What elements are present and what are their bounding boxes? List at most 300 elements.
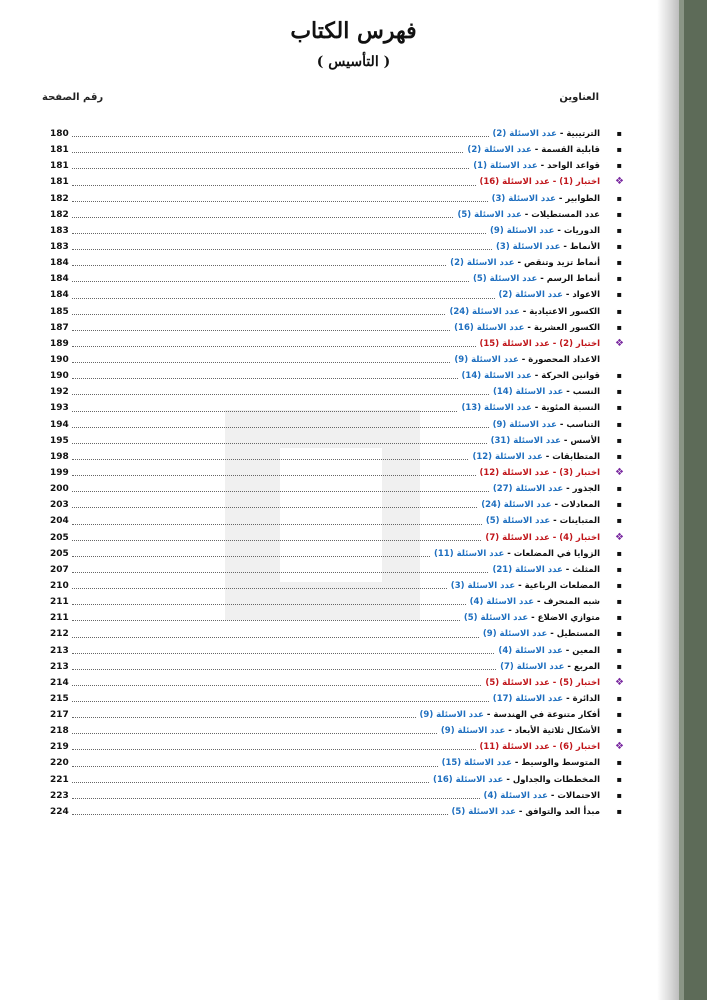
page-number: 220 [50, 758, 69, 769]
page-number: 184 [50, 258, 69, 269]
toc-entry: المربع - عدد الاسئلة (7) [500, 661, 600, 672]
page-number: 199 [50, 467, 69, 478]
dot-leader [72, 411, 457, 412]
topic-title: مبدأ العد والتوافق [525, 806, 600, 817]
square-bullet-icon: ▪ [616, 419, 622, 429]
question-count: عدد الاسئلة (3) [496, 241, 561, 252]
page-number: 207 [50, 564, 69, 575]
square-bullet-icon: ▪ [616, 516, 622, 526]
toc-entry: التناسب - عدد الاسئلة (9) [492, 419, 600, 430]
column-header-titles: العناوين [559, 92, 599, 103]
topic-title: الجذور [572, 484, 600, 495]
dot-leader [72, 152, 463, 153]
toc-row[interactable] [50, 626, 622, 642]
page-number: 211 [50, 613, 69, 624]
square-bullet-icon: ▪ [616, 548, 622, 558]
dot-leader [72, 217, 453, 218]
question-count: عدد الاسئلة (5) [472, 274, 538, 285]
square-bullet-icon: ▪ [616, 597, 622, 607]
page-number: 215 [50, 693, 69, 704]
page-number: 219 [50, 742, 69, 753]
dot-leader [72, 637, 479, 638]
topic-title: الأسس [570, 435, 600, 446]
topic-title: المتباينات [559, 516, 600, 527]
page-number: 212 [50, 629, 69, 640]
dot-leader [72, 782, 429, 783]
topic-title: اختبار (5) [559, 677, 600, 688]
dot-leader [72, 814, 448, 815]
toc-entry: النسب - عدد الاسئلة (14) [493, 387, 600, 398]
page-title: فهرس الكتاب [290, 18, 417, 44]
toc-row[interactable] [50, 191, 622, 207]
toc-row[interactable] [50, 659, 622, 675]
dot-leader [72, 685, 481, 686]
question-count: عدد الاسئلة (12) [472, 451, 543, 462]
page-number: 200 [50, 484, 69, 495]
topic-title: الاعواد [572, 290, 600, 301]
question-count: عدد الاسئلة (17) [492, 693, 564, 704]
dot-leader [72, 491, 489, 492]
square-bullet-icon: ▪ [616, 193, 622, 203]
square-bullet-icon: ▪ [616, 661, 622, 671]
diamond-bullet-icon: ❖ [615, 337, 624, 349]
topic-title: المتطابقات [552, 451, 600, 462]
question-count: عدد الاسئلة (4) [483, 790, 548, 801]
toc-entry: الكسور العشرية - عدد الاسئلة (16) [454, 322, 600, 333]
toc-row[interactable] [50, 223, 622, 239]
page-number: 205 [50, 548, 69, 559]
question-count: عدد الاسئلة (14) [461, 371, 532, 382]
toc-entry: الكسور الاعتيادية - عدد الاسئلة (24) [449, 306, 600, 317]
toc-row[interactable] [50, 772, 622, 788]
question-count: عدد الاسئلة (9) [419, 710, 484, 721]
toc-row[interactable] [50, 513, 622, 529]
toc-row[interactable] [50, 804, 622, 820]
toc-row[interactable] [50, 723, 622, 739]
topic-title: أنماط الرسم [546, 274, 600, 285]
page-number: 181 [50, 145, 69, 156]
dot-leader [72, 249, 492, 250]
toc-entry: قابلية القسمة - عدد الاسئلة (2) [467, 145, 600, 156]
page-number: 221 [50, 774, 69, 785]
toc-entry: اختبار (5) - عدد الاسئلة (5) [485, 677, 600, 688]
square-bullet-icon: ▪ [616, 500, 622, 510]
toc-entry: اختبار (2) - عدد الاسئلة (15) [479, 338, 600, 349]
toc-row[interactable] [50, 142, 622, 158]
toc-entry: اختبار (3) - عدد الاسئلة (12) [479, 467, 600, 478]
dot-leader [72, 201, 488, 202]
question-count: عدد الاسئلة (2) [492, 129, 557, 139]
toc-row[interactable] [50, 562, 622, 578]
topic-title: الكسور العشرية [533, 322, 600, 333]
toc-entry: شبه المنحرف - عدد الاسئلة (4) [469, 597, 600, 608]
square-bullet-icon: ▪ [616, 403, 622, 413]
toc-row[interactable] [50, 707, 622, 723]
question-count: عدد الاسئلة (2) [450, 258, 515, 269]
toc-entry: الاعواد - عدد الاسئلة (2) [498, 290, 600, 301]
toc-test-row[interactable] [50, 336, 624, 352]
page-number: 190 [50, 371, 69, 382]
topic-title: المربع [573, 661, 600, 672]
diamond-bullet-icon: ❖ [615, 176, 624, 188]
toc-row[interactable] [50, 320, 622, 336]
topic-title: اختبار (3) [559, 467, 600, 478]
topic-title: المثلث [572, 564, 600, 575]
toc-test-row[interactable] [50, 174, 624, 190]
question-count: عدد الاسئلة (12) [479, 467, 550, 478]
question-count: عدد الاسئلة (16) [454, 322, 525, 333]
square-bullet-icon: ▪ [616, 613, 622, 623]
page-number: 180 [50, 129, 69, 139]
topic-title: الاعداد المحصورة [528, 354, 600, 365]
toc-entry: الدوريات - عدد الاسئلة (9) [490, 225, 600, 236]
toc-entry: متوازي الاضلاع - عدد الاسئلة (5) [463, 613, 600, 624]
toc-entry: النسبة المئوية - عدد الاسئلة (13) [461, 403, 600, 414]
dot-leader [72, 168, 469, 169]
toc-row[interactable] [50, 271, 622, 287]
page-number: 213 [50, 645, 69, 656]
topic-title: المعادلات [560, 500, 600, 511]
question-count: عدد الاسئلة (27) [492, 484, 564, 495]
toc-row[interactable] [50, 126, 622, 142]
question-count: عدد الاسئلة (11) [433, 548, 505, 559]
topic-title: قابلية القسمة [541, 145, 600, 156]
square-bullet-icon: ▪ [616, 225, 622, 235]
diamond-bullet-icon: ❖ [615, 531, 624, 543]
toc-row[interactable] [50, 449, 622, 465]
topic-title: قوانين الحركة [541, 371, 600, 382]
dot-leader [72, 798, 480, 799]
dot-leader [72, 185, 476, 186]
page-number: 190 [50, 354, 69, 365]
square-bullet-icon: ▪ [616, 387, 622, 397]
page-number: 187 [50, 322, 69, 333]
toc-entry: أنماط تزيد وتنقص - عدد الاسئلة (2) [450, 258, 600, 269]
topic-title: الطوابير [565, 193, 600, 204]
toc-row[interactable] [50, 788, 622, 804]
topic-title: الأنماط [569, 241, 600, 252]
question-count: عدد الاسئلة (7) [500, 661, 565, 672]
topic-title: متوازي الاضلاع [537, 613, 600, 624]
topic-title: المضلعات الرباعية [524, 580, 600, 591]
topic-title: اختبار (4) [559, 532, 600, 543]
dot-leader [72, 136, 489, 137]
toc-row[interactable] [50, 643, 622, 659]
topic-title: الدوريات [563, 225, 600, 236]
question-count: عدد الاسئلة (4) [498, 645, 563, 656]
square-bullet-icon: ▪ [616, 564, 622, 574]
page-number: 195 [50, 435, 69, 446]
square-bullet-icon: ▪ [616, 645, 622, 655]
square-bullet-icon: ▪ [616, 161, 622, 171]
toc-row[interactable] [50, 610, 622, 626]
dot-leader [72, 766, 438, 767]
topic-title: أفكار متنوعة في الهندسة [493, 710, 600, 721]
toc-entry: الدائرة - عدد الاسئلة (17) [492, 693, 600, 704]
question-count: عدد الاسئلة (2) [467, 145, 532, 156]
toc-row[interactable] [50, 304, 622, 320]
dot-leader [72, 717, 416, 718]
page-number: 204 [50, 516, 69, 527]
question-count: عدد الاسئلة (1) [473, 161, 538, 172]
toc-test-row[interactable] [50, 465, 624, 481]
square-bullet-icon: ▪ [616, 726, 622, 736]
toc-entry: الجذور - عدد الاسئلة (27) [492, 484, 600, 495]
question-count: عدد الاسئلة (15) [441, 758, 512, 769]
dot-leader [72, 233, 486, 234]
dot-leader [72, 653, 494, 654]
toc-row[interactable] [50, 158, 622, 174]
square-bullet-icon: ▪ [616, 371, 622, 381]
topic-title: الأشكال ثلاثية الأبعاد [514, 726, 600, 737]
page-number: 198 [50, 451, 69, 462]
toc-test-row[interactable] [50, 530, 624, 546]
page-number: 184 [50, 274, 69, 285]
question-count: عدد الاسئلة (9) [482, 629, 548, 640]
topic-title: أنماط تزيد وتنقص [524, 258, 600, 269]
page-number: 214 [50, 677, 69, 688]
question-count: عدد الاسئلة (3) [491, 193, 556, 204]
topic-title: اختبار (6) [559, 742, 600, 753]
topic-title: الزوايا في المضلعات [513, 548, 600, 559]
square-bullet-icon: ▪ [616, 274, 622, 284]
question-count: عدد الاسئلة (24) [449, 306, 520, 317]
question-count: عدد الاسئلة (16) [479, 177, 550, 188]
page-number: 193 [50, 403, 69, 414]
page-number: 224 [50, 806, 69, 817]
question-count: عدد الاسئلة (21) [492, 564, 563, 575]
question-count: عدد الاسئلة (24) [481, 500, 552, 511]
toc-entry: المعين - عدد الاسئلة (4) [498, 645, 600, 656]
toc-row[interactable] [50, 352, 612, 368]
dot-leader [72, 298, 495, 299]
toc-entry: قواعد الواحد - عدد الاسئلة (1) [473, 161, 600, 172]
square-bullet-icon: ▪ [616, 435, 622, 445]
question-count: عدد الاسئلة (2) [498, 290, 563, 301]
dot-leader [72, 394, 489, 395]
square-bullet-icon: ▪ [616, 758, 622, 768]
question-count: عدد الاسئلة (5) [457, 209, 522, 220]
toc-row[interactable] [50, 755, 622, 771]
toc-entry: المخططات والجداول - عدد الاسئلة (16) [433, 774, 600, 785]
dot-leader [72, 507, 477, 508]
toc-entry: المستطيل - عدد الاسئلة (9) [482, 629, 600, 640]
page-number: 223 [50, 790, 69, 801]
toc-row[interactable] [50, 400, 622, 416]
question-count: عدد الاسئلة (5) [451, 806, 516, 817]
column-header-page: رقم الصفحة [42, 92, 104, 103]
toc-row[interactable] [50, 417, 622, 433]
toc-row[interactable] [50, 433, 622, 449]
toc-entry: المثلث - عدد الاسئلة (21) [492, 564, 600, 575]
toc-entry: الترتيبية - عدد الاسئلة (2) [492, 129, 600, 139]
square-bullet-icon: ▪ [616, 629, 622, 639]
toc-entry: المتوسط والوسيط - عدد الاسئلة (15) [441, 758, 600, 769]
dot-leader [72, 556, 430, 557]
toc-row[interactable] [50, 481, 622, 497]
toc-entry: المتطابقات - عدد الاسئلة (12) [472, 451, 600, 462]
question-count: عدد الاسئلة (9) [440, 726, 506, 737]
square-bullet-icon: ▪ [616, 209, 622, 219]
toc-entry: الأشكال ثلاثية الأبعاد - عدد الاسئلة (9) [440, 726, 600, 737]
square-bullet-icon: ▪ [616, 290, 622, 300]
dot-leader [72, 701, 489, 702]
dot-leader [72, 604, 466, 605]
topic-title: المتوسط والوسيط [521, 758, 600, 769]
topic-title: اختبار (2) [559, 338, 600, 349]
toc-entry: أنماط الرسم - عدد الاسئلة (5) [472, 274, 600, 285]
square-bullet-icon: ▪ [616, 806, 622, 816]
question-count: عدد الاسئلة (4) [469, 597, 535, 608]
toc-row[interactable] [50, 255, 622, 271]
page-number: 182 [50, 193, 69, 204]
square-bullet-icon: ▪ [616, 790, 622, 800]
square-bullet-icon: ▪ [616, 484, 622, 494]
topic-title: الدائرة [572, 693, 600, 704]
toc-entry: الطوابير - عدد الاسئلة (3) [491, 193, 600, 204]
toc-entry: مبدأ العد والتوافق - عدد الاسئلة (5) [451, 806, 600, 817]
topic-title: اختبار (1) [559, 177, 600, 188]
square-bullet-icon: ▪ [616, 258, 622, 268]
toc-test-row[interactable] [50, 675, 624, 691]
page-number: 181 [50, 177, 69, 188]
dot-leader [72, 733, 437, 734]
page-number: 203 [50, 500, 69, 511]
dot-leader [72, 524, 482, 525]
toc-row[interactable] [50, 497, 622, 513]
dot-leader [72, 346, 476, 347]
toc-entry: قوانين الحركة - عدد الاسئلة (14) [461, 371, 600, 382]
toc-entry: عدد المستطيلات - عدد الاسئلة (5) [457, 209, 600, 220]
dot-leader [72, 620, 460, 621]
page-number: 210 [50, 580, 69, 591]
toc-entry: الاعداد المحصورة - عدد الاسئلة (9) [454, 354, 600, 365]
question-count: عدد الاسئلة (3) [450, 580, 516, 591]
question-count: عدد الاسئلة (11) [479, 742, 550, 753]
topic-title: النسبة المئوية [541, 403, 600, 414]
page-number: 182 [50, 209, 69, 220]
topic-title: قواعد الواحد [547, 161, 600, 172]
dot-leader [72, 588, 447, 589]
page-number: 205 [50, 532, 69, 543]
dot-leader [72, 330, 450, 331]
square-bullet-icon: ▪ [616, 129, 622, 138]
page-number: 185 [50, 306, 69, 317]
toc-row[interactable] [50, 594, 622, 610]
toc-row[interactable] [50, 207, 622, 223]
table-of-contents [50, 126, 624, 820]
question-count: عدد الاسئلة (5) [463, 613, 529, 624]
dot-leader [72, 281, 469, 282]
toc-row[interactable] [50, 384, 622, 400]
page-number: 183 [50, 225, 69, 236]
toc-row[interactable] [50, 368, 622, 384]
dot-leader [72, 427, 489, 428]
square-bullet-icon: ▪ [616, 580, 622, 590]
toc-row[interactable] [50, 239, 622, 255]
toc-entry: الزوايا في المضلعات - عدد الاسئلة (11) [433, 548, 600, 559]
page-number: 192 [50, 387, 69, 398]
question-count: عدد الاسئلة (14) [493, 387, 564, 398]
toc-entry: الأنماط - عدد الاسئلة (3) [496, 241, 600, 252]
topic-title: النسب [572, 387, 600, 398]
page-number: 183 [50, 241, 69, 252]
dot-leader [72, 459, 468, 460]
question-count: عدد الاسئلة (9) [454, 354, 519, 365]
toc-entry: المضلعات الرباعية - عدد الاسئلة (3) [450, 580, 600, 591]
topic-title: التناسب [566, 419, 600, 430]
page-number: 189 [50, 338, 69, 349]
dot-leader [72, 749, 476, 750]
square-bullet-icon: ▪ [616, 241, 622, 251]
toc-row[interactable] [50, 287, 622, 303]
diamond-bullet-icon: ❖ [615, 466, 624, 478]
question-count: عدد الاسئلة (5) [485, 516, 551, 527]
toc-entry: الاحتمالات - عدد الاسئلة (4) [483, 790, 600, 801]
dot-leader [72, 540, 481, 541]
toc-row[interactable] [50, 546, 622, 562]
toc-entry: اختبار (4) - عدد الاسئلة (7) [485, 532, 600, 543]
diamond-bullet-icon: ❖ [615, 741, 624, 753]
right-border-strip [679, 0, 707, 1000]
question-count: عدد الاسئلة (9) [492, 419, 557, 430]
toc-row[interactable] [50, 691, 622, 707]
toc-row[interactable] [50, 578, 622, 594]
page-subtitle: ( التأسيس ) [316, 54, 391, 70]
dot-leader [72, 362, 450, 363]
square-bullet-icon: ▪ [616, 710, 622, 720]
topic-title: الاحتمالات [557, 790, 600, 801]
diamond-bullet-icon: ❖ [615, 676, 624, 688]
toc-entry: اختبار (6) - عدد الاسئلة (11) [479, 742, 600, 753]
page-number: 211 [50, 597, 69, 608]
square-bullet-icon: ▪ [616, 306, 622, 316]
toc-entry: أفكار متنوعة في الهندسة - عدد الاسئلة (9) [419, 710, 600, 721]
question-count: عدد الاسئلة (9) [490, 225, 555, 236]
question-count: عدد الاسئلة (31) [490, 435, 561, 446]
square-bullet-icon: ▪ [616, 322, 622, 332]
toc-entry: الأسس - عدد الاسئلة (31) [490, 435, 600, 446]
topic-title: المعين [572, 645, 600, 656]
dot-leader [72, 265, 446, 266]
question-count: عدد الاسئلة (13) [461, 403, 532, 414]
page-edge-shadow [657, 0, 679, 1000]
square-bullet-icon: ▪ [616, 693, 622, 703]
dot-leader [72, 669, 496, 670]
topic-title: المستطيل [556, 629, 600, 640]
topic-title: شبه المنحرف [543, 597, 600, 608]
topic-title: الترتيبية [566, 129, 600, 139]
toc-entry: المعادلات - عدد الاسئلة (24) [481, 500, 600, 511]
square-bullet-icon: ▪ [616, 145, 622, 155]
page-number: 184 [50, 290, 69, 301]
page-number: 181 [50, 161, 69, 172]
topic-title: المخططات والجداول [512, 774, 600, 785]
dot-leader [72, 378, 458, 379]
page-number: 194 [50, 419, 69, 430]
toc-test-row[interactable] [50, 739, 624, 755]
dot-leader [72, 314, 445, 315]
question-count: عدد الاسئلة (7) [485, 532, 550, 543]
page-number: 213 [50, 661, 69, 672]
topic-title: عدد المستطيلات [531, 209, 600, 220]
question-count: عدد الاسئلة (15) [479, 338, 550, 349]
question-count: عدد الاسئلة (16) [433, 774, 504, 785]
dot-leader [72, 572, 488, 573]
toc-entry: المتباينات - عدد الاسئلة (5) [485, 516, 600, 527]
square-bullet-icon: ▪ [616, 451, 622, 461]
toc-entry: اختبار (1) - عدد الاسئلة (16) [479, 177, 600, 188]
